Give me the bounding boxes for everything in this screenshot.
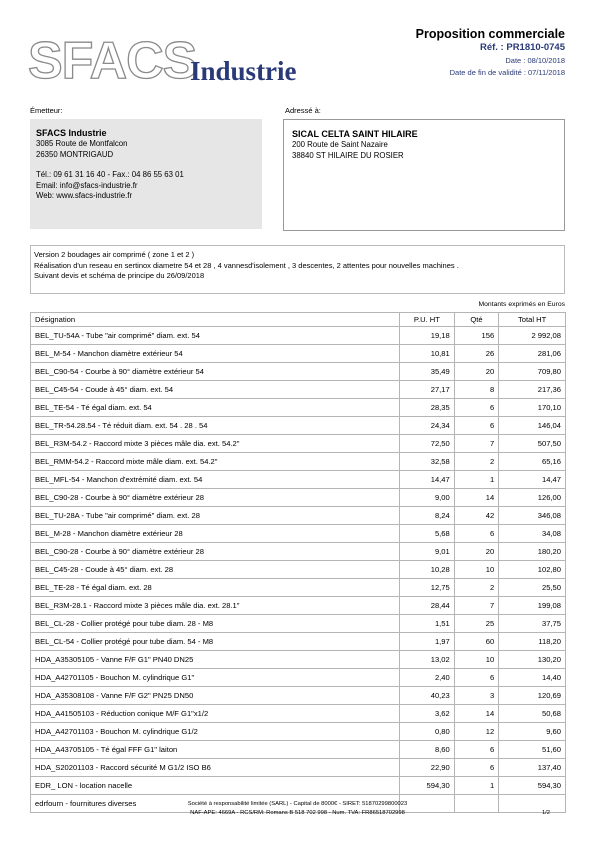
cell-designation: BEL_TU-54A - Tube "air comprimé" diam. ext. 54: [31, 327, 400, 345]
company-logo: [28, 32, 318, 90]
cell-unit-price: 2,40: [400, 669, 455, 687]
page-number: 1/2: [541, 810, 550, 816]
cell-total: 507,50: [499, 435, 566, 453]
table-row: [31, 345, 566, 363]
table-row: [31, 597, 566, 615]
cell-unit-price: 12,75: [400, 579, 455, 597]
cell-quantity: 14: [454, 489, 498, 507]
cell-designation: BEL_R3M-28.1 - Raccord mixte 3 pièces mâle dia. ext. 28.1": [31, 597, 400, 615]
cell-unit-price: 8,24: [400, 507, 455, 525]
cell-total: 2 992,08: [499, 327, 566, 345]
cell-unit-price: 24,34: [400, 417, 455, 435]
cell-quantity: 3: [454, 687, 498, 705]
cell-designation: BEL_M-54 - Manchon diamètre extérieur 54: [31, 345, 400, 363]
cell-total: 199,08: [499, 597, 566, 615]
cell-designation: HDA_A43705105 - Té égal FFF G1" laiton: [31, 741, 400, 759]
cell-designation: BEL_TE-28 - Té égal diam. ext. 28: [31, 579, 400, 597]
table-row: [31, 381, 566, 399]
cell-total: 34,08: [499, 525, 566, 543]
cell-quantity: 2: [454, 453, 498, 471]
cell-quantity: 25: [454, 615, 498, 633]
cell-designation: HDA_A35305105 - Vanne F/F G1" PN40 DN25: [31, 651, 400, 669]
cell-quantity: 6: [454, 669, 498, 687]
cell-unit-price: 1,97: [400, 633, 455, 651]
cell-quantity: 8: [454, 381, 498, 399]
table-row: [31, 705, 566, 723]
emitter-email: Email: info@sfacs-industrie.fr: [36, 180, 138, 190]
cell-total: 594,30: [499, 777, 566, 795]
footer-legal-line2: NAF-APE: 4669A - RCS/RM: Romans B 518 702 998 - Num. TVA: FR86518702998: [190, 810, 405, 816]
cell-quantity: 60: [454, 633, 498, 651]
table-row: [31, 327, 566, 345]
document-reference: Réf. : PR1810-0745: [479, 42, 565, 53]
cell-quantity: 20: [454, 543, 498, 561]
table-row: [31, 669, 566, 687]
cell-unit-price: 9,01: [400, 543, 455, 561]
cell-designation: BEL_TE-54 - Té égal diam. ext. 54: [31, 399, 400, 417]
cell-unit-price: 27,17: [400, 381, 455, 399]
cell-unit-price: 28,35: [400, 399, 455, 417]
cell-total: 170,10: [499, 399, 566, 417]
table-row: [31, 741, 566, 759]
table-row: [31, 777, 566, 795]
cell-designation: edrfourn - fournitures diverses: [31, 795, 400, 813]
recipient-address2: 38840 ST HILAIRE DU ROSIER: [292, 150, 404, 160]
cell-total: 9,60: [499, 723, 566, 741]
table-row: [31, 579, 566, 597]
cell-unit-price: 594,30: [400, 777, 455, 795]
cell-designation: BEL_TU-28A - Tube "air comprimé" diam. ext. 28: [31, 507, 400, 525]
document-title: Proposition commerciale: [415, 27, 565, 41]
recipient-label: Adressé à:: [285, 106, 321, 115]
logo-sfacs-text: SFACS: [28, 32, 197, 90]
cell-quantity: 1: [454, 777, 498, 795]
recipient-box: [283, 119, 565, 231]
cell-designation: BEL_C45-54 - Coude à 45° diam. ext. 54: [31, 381, 400, 399]
cell-quantity: 7: [454, 597, 498, 615]
cell-designation: BEL_TR-54.28.54 - Té réduit diam. ext. 54 . 28 . 54: [31, 417, 400, 435]
table-row: [31, 561, 566, 579]
cell-unit-price: 3,62: [400, 705, 455, 723]
cell-total: 126,00: [499, 489, 566, 507]
emitter-phone: Tél.: 09 61 31 16 40 - Fax.: 04 86 55 63 01: [36, 170, 184, 179]
cell-designation: HDA_A42701103 - Bouchon M. cylindrique G1/2: [31, 723, 400, 741]
table-row: [31, 363, 566, 381]
cell-unit-price: 19,18: [400, 327, 455, 345]
header-total: Total HT: [499, 313, 566, 327]
cell-quantity: 12: [454, 723, 498, 741]
cell-quantity: 26: [454, 345, 498, 363]
cell-unit-price: 8,60: [400, 741, 455, 759]
cell-quantity: 156: [454, 327, 498, 345]
items-table: [30, 312, 566, 813]
emitter-address1: 3085 Route de Montfalcon: [36, 139, 128, 148]
cell-quantity: 42: [454, 507, 498, 525]
table-row: [31, 453, 566, 471]
cell-quantity: 6: [454, 759, 498, 777]
cell-total: 137,40: [499, 759, 566, 777]
cell-designation: BEL_RMM-54.2 - Raccord mixte mâle diam. ext. 54.2": [31, 453, 400, 471]
cell-quantity: 2: [454, 579, 498, 597]
cell-quantity: 7: [454, 435, 498, 453]
cell-designation: BEL_C90-28 - Courbe à 90° diamètre extérieur 28: [31, 489, 400, 507]
footer-legal-line1: Société à responsabilité limitée (SARL) - Capital de 8000€ - SIRET: 51870299800023: [187, 801, 408, 807]
cell-designation: BEL_C90-54 - Courbe à 90° diamètre extérieur 54: [31, 363, 400, 381]
table-row: [31, 525, 566, 543]
validity-date: Date de fin de validité : 07/11/2018: [449, 68, 565, 77]
emitter-name: SFACS Industrie: [36, 128, 107, 138]
recipient-address1: 200 Route de Saint Nazaire: [292, 140, 388, 149]
header-designation: Désignation: [31, 313, 400, 327]
description-line: Suivant devis et schéma de principe du 26/09/2018: [34, 271, 205, 280]
table-row: [31, 759, 566, 777]
cell-designation: BEL_M-28 - Manchon diamètre extérieur 28: [31, 525, 400, 543]
cell-unit-price: 5,68: [400, 525, 455, 543]
table-row: [31, 651, 566, 669]
logo-industrie-text: Industrie: [190, 56, 297, 86]
table-row: [31, 435, 566, 453]
cell-unit-price: 1,51: [400, 615, 455, 633]
document-date: Date : 08/10/2018: [505, 56, 565, 65]
cell-quantity: 6: [454, 525, 498, 543]
header-quantity: Qté: [454, 313, 498, 327]
cell-quantity: 20: [454, 363, 498, 381]
cell-designation: BEL_R3M-54.2 - Raccord mixte 3 pièces mâle dia. ext. 54.2": [31, 435, 400, 453]
cell-designation: HDA_S20201103 - Raccord sécurité M G1/2 ISO B6: [31, 759, 400, 777]
cell-designation: HDA_A42701105 - Bouchon M. cylindrique G1": [31, 669, 400, 687]
cell-unit-price: 13,02: [400, 651, 455, 669]
table-row: [31, 687, 566, 705]
recipient-name: SICAL CELTA SAINT HILAIRE: [292, 129, 418, 139]
cell-quantity: 10: [454, 651, 498, 669]
cell-designation: BEL_C90-28 - Courbe à 90° diamètre extérieur 28: [31, 543, 400, 561]
cell-unit-price: 28,44: [400, 597, 455, 615]
cell-total: 146,04: [499, 417, 566, 435]
cell-total: 709,80: [499, 363, 566, 381]
cell-designation: BEL_MFL-54 - Manchon d'extrémité diam. ext. 54: [31, 471, 400, 489]
cell-unit-price: 9,00: [400, 489, 455, 507]
cell-total: 217,36: [499, 381, 566, 399]
cell-total: 51,60: [499, 741, 566, 759]
cell-unit-price: 22,90: [400, 759, 455, 777]
cell-designation: HDA_A41505103 - Réduction conique M/F G1"x1/2: [31, 705, 400, 723]
cell-total: 25,50: [499, 579, 566, 597]
cell-unit-price: 10,28: [400, 561, 455, 579]
table-row: [31, 417, 566, 435]
table-row: [31, 633, 566, 651]
cell-designation: HDA_A35308108 - Vanne F/F G2" PN25 DN50: [31, 687, 400, 705]
cell-total: 14,40: [499, 669, 566, 687]
cell-total: 346,08: [499, 507, 566, 525]
cell-total: 14,47: [499, 471, 566, 489]
cell-unit-price: 14,47: [400, 471, 455, 489]
table-row: [31, 489, 566, 507]
cell-total: 65,16: [499, 453, 566, 471]
header-unit-price: P.U. HT: [400, 313, 455, 327]
cell-quantity: 6: [454, 741, 498, 759]
table-row: [31, 471, 566, 489]
proposal-description: [30, 245, 565, 294]
cell-unit-price: 40,23: [400, 687, 455, 705]
table-header-row: [31, 313, 566, 327]
emitter-address2: 26350 MONTRIGAUD: [36, 149, 114, 159]
cell-unit-price: 72,50: [400, 435, 455, 453]
cell-designation: BEL_C45-28 - Coude à 45° diam. ext. 28: [31, 561, 400, 579]
table-row: [31, 507, 566, 525]
description-line: Version 2 boudages air comprimé ( zone 1 et 2 ): [34, 250, 195, 259]
table-row: [31, 543, 566, 561]
emitter-web: Web: www.sfacs-industrie.fr: [36, 191, 133, 200]
emitter-box: [30, 119, 262, 229]
table-row: [31, 615, 566, 633]
cell-unit-price: 35,49: [400, 363, 455, 381]
table-row: [31, 723, 566, 741]
cell-designation: BEL_CL-28 - Collier protégé pour tube diam. 28 - M8: [31, 615, 400, 633]
table-row: [31, 399, 566, 417]
cell-quantity: 14: [454, 705, 498, 723]
cell-total: 180,20: [499, 543, 566, 561]
cell-total: 120,69: [499, 687, 566, 705]
emitter-label: Émetteur:: [30, 106, 63, 115]
cell-total: 281,06: [499, 345, 566, 363]
cell-total: 130,20: [499, 651, 566, 669]
cell-unit-price: 0,80: [400, 723, 455, 741]
cell-unit-price: 10,81: [400, 345, 455, 363]
description-line: Réalisation d'un reseau en sertinox diametre 54 et 28 , 4 vannesd'isolement , 3 descentes, 2 attentes pour nouvelles machines .: [34, 260, 459, 270]
cell-quantity: 10: [454, 561, 498, 579]
currency-note: Montants exprimés en Euros: [478, 301, 565, 308]
cell-quantity: 1: [454, 471, 498, 489]
cell-total: 118,20: [499, 633, 566, 651]
cell-total: 37,75: [499, 615, 566, 633]
cell-total: 50,68: [499, 705, 566, 723]
cell-total: 102,80: [499, 561, 566, 579]
cell-quantity: 6: [454, 417, 498, 435]
cell-quantity: 6: [454, 399, 498, 417]
cell-unit-price: 32,58: [400, 453, 455, 471]
cell-designation: BEL_CL-54 - Collier protégé pour tube diam. 54 - M8: [31, 633, 400, 651]
cell-designation: EDR_ LON - location nacelle: [31, 777, 400, 795]
